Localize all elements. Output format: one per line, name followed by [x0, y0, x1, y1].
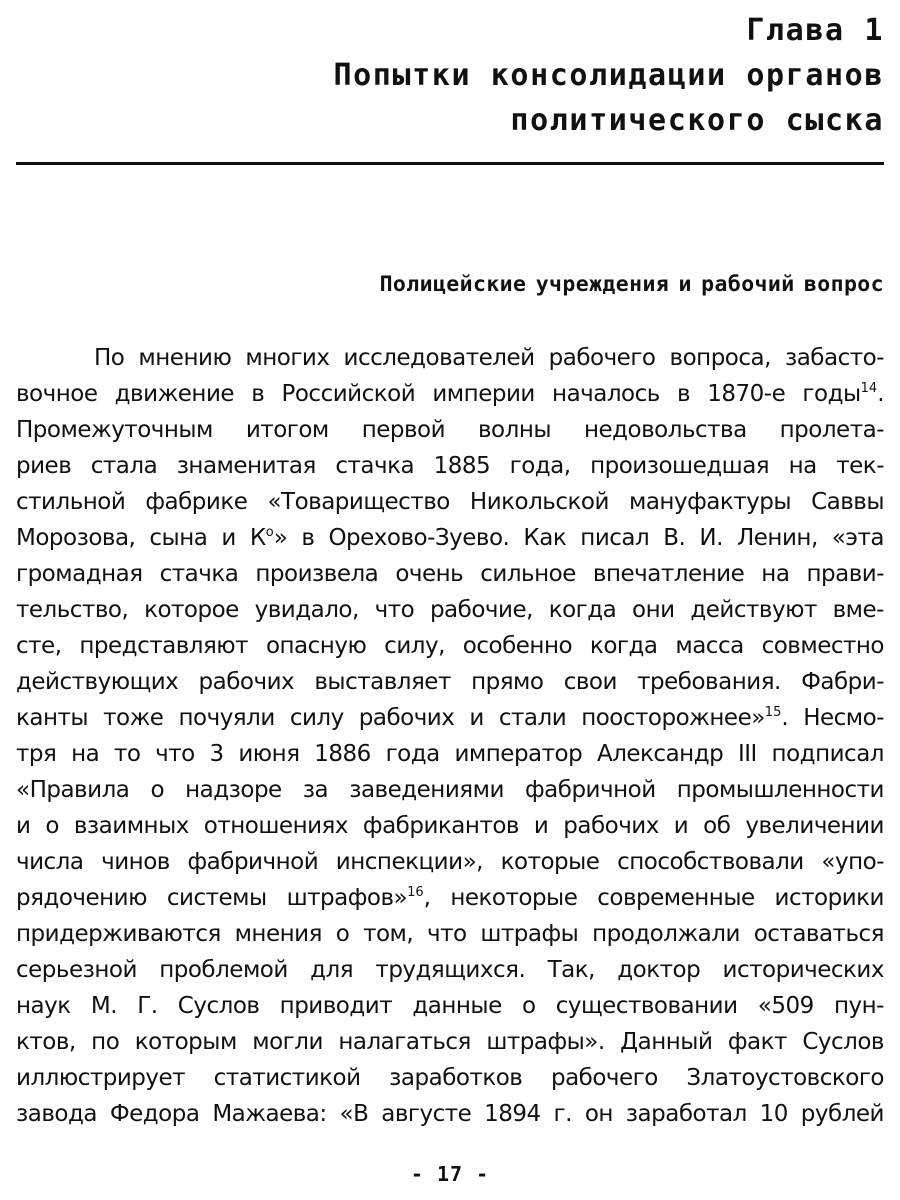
body-line: канты тоже почуяли силу рабочих и стали поосторожнее»$^{15}$. Несмо- — [16, 705, 884, 731]
body-line: громадная стачка произвела очень сильное впечатление на прави- — [16, 561, 884, 587]
chapter-label: Глава 1 — [746, 13, 884, 48]
chapter-title-line-1: Попытки консолидации органов — [333, 58, 884, 93]
body-text — [16, 340, 884, 1132]
footnote-marker: 15 — [764, 705, 782, 720]
body-line: стильной фабрике «Товарищество Никольской мануфактуры Саввы — [16, 489, 884, 515]
body-line: тря на то что 3 июня 1886 года император Александр III подписал — [16, 741, 884, 767]
body-line: и о взаимных отношениях фабрикантов и рабочих и об увеличении — [16, 813, 884, 839]
body-line: ктов, по которым могли налагаться штрафы». Данный факт Суслов — [16, 1029, 884, 1055]
page-number: - 17 - — [410, 1162, 490, 1186]
body-line: риев стала знаменитая стачка 1885 года, произошедшая на тек- — [16, 453, 884, 479]
footnote-marker: 16 — [407, 885, 424, 900]
body-line: наук М. Г. Суслов приводит данные о существовании «509 пун- — [16, 993, 884, 1019]
body-line: вочное движение в Российской империи началось в 1870-е годы$^{14}$. — [16, 381, 884, 407]
section-title: Полицейские учреждения и рабочий вопрос — [379, 272, 884, 297]
superscript-o: о — [265, 525, 274, 540]
body-line: действующих рабочих выставляет прямо свои требования. Фабри- — [16, 669, 884, 695]
body-line: завода Федора Мажаева: «В августе 1894 г. он заработал 10 рублей — [16, 1101, 884, 1127]
chapter-header — [333, 8, 884, 143]
body-line: серьезной проблемой для трудящихся. Так, доктор исторических — [16, 957, 884, 983]
body-line: числа чинов фабричной инспекции», которые способствовали «упо- — [16, 849, 884, 875]
body-line: Промежуточным итогом первой волны недовольства пролета- — [16, 417, 884, 443]
chapter-divider-rule — [16, 162, 884, 165]
chapter-title-line-2: политического сыска — [510, 103, 884, 138]
body-line: «Правила о надзоре за заведениями фабричной промышленности — [16, 777, 884, 803]
body-line: иллюстрирует статистикой заработков рабочего Златоустовского — [16, 1065, 884, 1091]
body-line: тельство, которое увидало, что рабочие, когда они действуют вме- — [16, 597, 884, 623]
body-line: Морозова, сына и К$^о$» в Орехово-Зуево. Как писал В. И. Ленин, «эта — [16, 525, 884, 551]
body-line: рядочению системы штрафов»$^{16}$, некоторые современные историки — [16, 885, 884, 911]
body-line: сте, представляют опасную силу, особенно когда масса совместно — [16, 633, 884, 659]
body-line: По мнению многих исследователей рабочего вопроса, забасто- — [94, 345, 884, 371]
body-line: придерживаются мнения о том, что штрафы продолжали оставаться — [16, 921, 884, 947]
footnote-marker: 14 — [860, 381, 878, 396]
